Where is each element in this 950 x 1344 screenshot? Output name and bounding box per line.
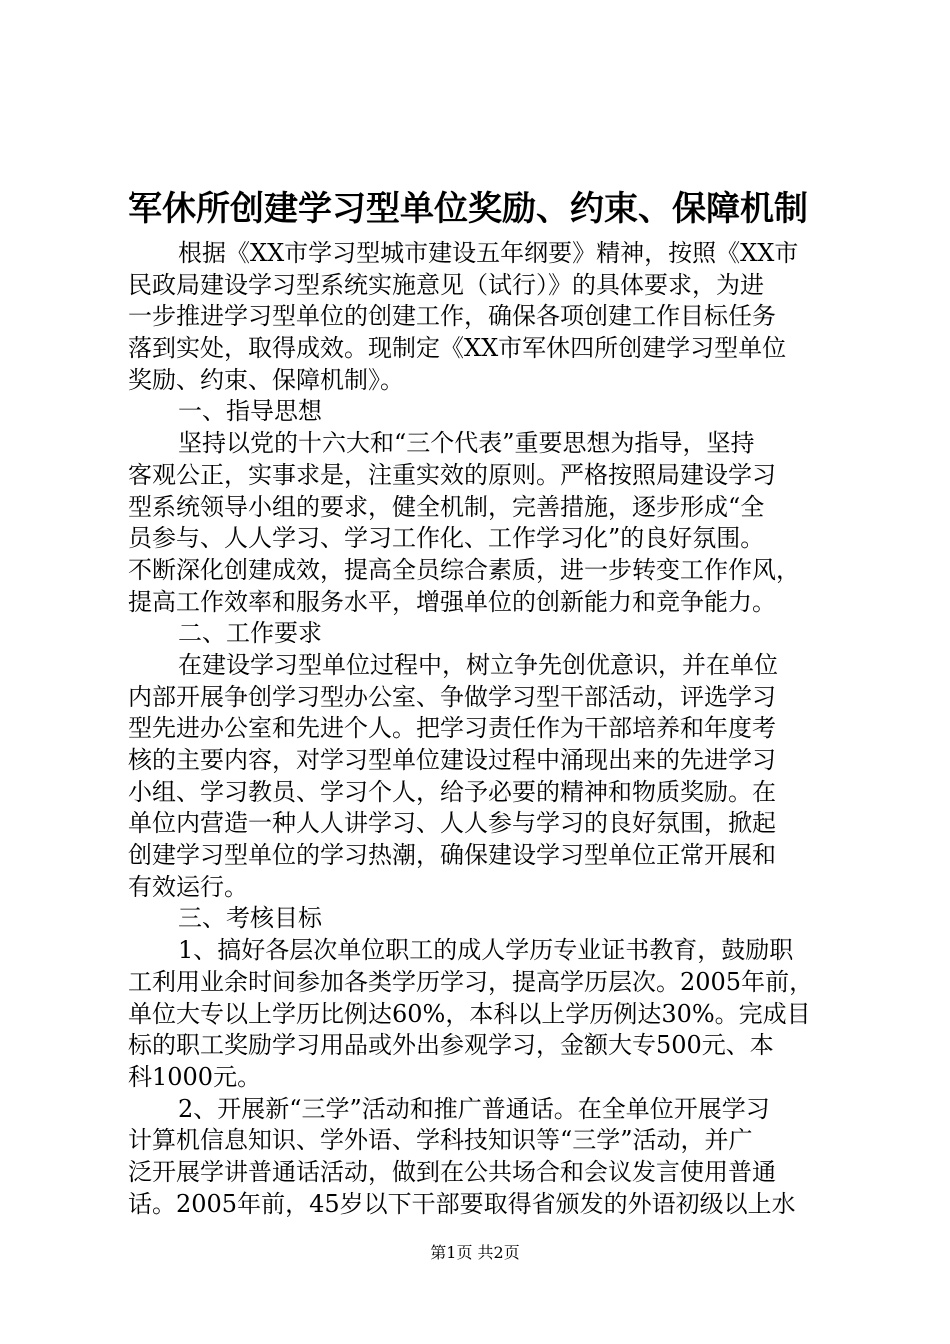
text-line: 民政局建设学习型系统实施意见（试行）》的具体要求，为进 bbox=[128, 270, 764, 299]
text-line: 内部开展争创学习型办公室、争做学习型干部活动，评选学习 bbox=[128, 682, 776, 711]
page-footer: 第1页 共2页 bbox=[430, 1243, 520, 1262]
text-line: 不断深化创建成效，提高全员综合素质，进一步转变工作作风， bbox=[128, 555, 800, 584]
text-line: 二、工作要求 bbox=[178, 619, 322, 648]
text-line: 单位大专以上学历比例达60%，本科以上学历例达30%。完成目 bbox=[128, 999, 811, 1028]
text-line: 话。2005年前，45岁以下干部要取得省颁发的外语初级以上水 bbox=[128, 1189, 796, 1218]
text-line: 单位内营造一种人人讲学习、人人参与学习的良好氛围，掀起 bbox=[128, 809, 776, 838]
text-line: 坚持以党的十六大和“三个代表”重要思想为指导，坚持 bbox=[178, 429, 755, 458]
text-line: 创建学习型单位的学习热潮，确保建设学习型单位正常开展和 bbox=[128, 841, 776, 870]
document-body bbox=[128, 238, 834, 1220]
text-line: 1、搞好各层次单位职工的成人学历专业证书教育，鼓励职 bbox=[178, 936, 794, 965]
text-line: 小组、学习教员、学习个人，给予必要的精神和物质奖励。在 bbox=[128, 777, 776, 806]
text-line: 标的职工奖励学习用品或外出参观学习，金额大专500元、本 bbox=[128, 1031, 774, 1060]
text-line: 提高工作效率和服务水平，增强单位的创新能力和竞争能力。 bbox=[128, 587, 776, 616]
text-line: 奖励、约束、保障机制》。 bbox=[128, 365, 404, 394]
text-line: 员参与、人人学习、学习工作化、工作学习化”的良好氛围。 bbox=[128, 524, 765, 553]
text-line: 在建设学习型单位过程中，树立争先创优意识，并在单位 bbox=[178, 650, 778, 679]
text-line: 科1000元。 bbox=[128, 1062, 262, 1091]
text-line: 落到实处，取得成效。现制定《XX市军休四所创建学习型单位 bbox=[128, 334, 787, 363]
text-line: 一、指导思想 bbox=[178, 397, 322, 426]
text-line: 型先进办公室和先进个人。把学习责任作为干部培养和年度考 bbox=[128, 714, 776, 743]
text-line: 根据《XX市学习型城市建设五年纲要》精神，按照《XX市 bbox=[178, 239, 799, 267]
text-line: 2、开展新“三学”活动和推广普通话。在全单位开展学习 bbox=[178, 1094, 770, 1123]
text-line: 核的主要内容，对学习型单位建设过程中涌现出来的先进学习 bbox=[128, 746, 776, 774]
text-line: 一步推进学习型单位的创建工作，确保各项创建工作目标任务 bbox=[128, 302, 776, 331]
text-line: 有效运行。 bbox=[128, 872, 248, 901]
page-title: 军休所创建学习型单位奖励、约束、保障机制 bbox=[128, 189, 808, 229]
text-line: 工利用业余时间参加各类学历学习，提高学历层次。2005年前， bbox=[128, 967, 814, 996]
text-line: 三、考核目标 bbox=[178, 904, 322, 933]
text-line: 型系统领导小组的要求，健全机制，完善措施，逐步形成“全 bbox=[128, 492, 765, 521]
text-line: 客观公正，实事求是，注重实效的原则。严格按照局建设学习 bbox=[128, 460, 776, 489]
text-line: 泛开展学讲普通话活动，做到在公共场合和会议发言使用普通 bbox=[128, 1157, 776, 1186]
text-line: 计算机信息知识、学外语、学科技知识等“三学”活动，并广 bbox=[128, 1126, 753, 1155]
